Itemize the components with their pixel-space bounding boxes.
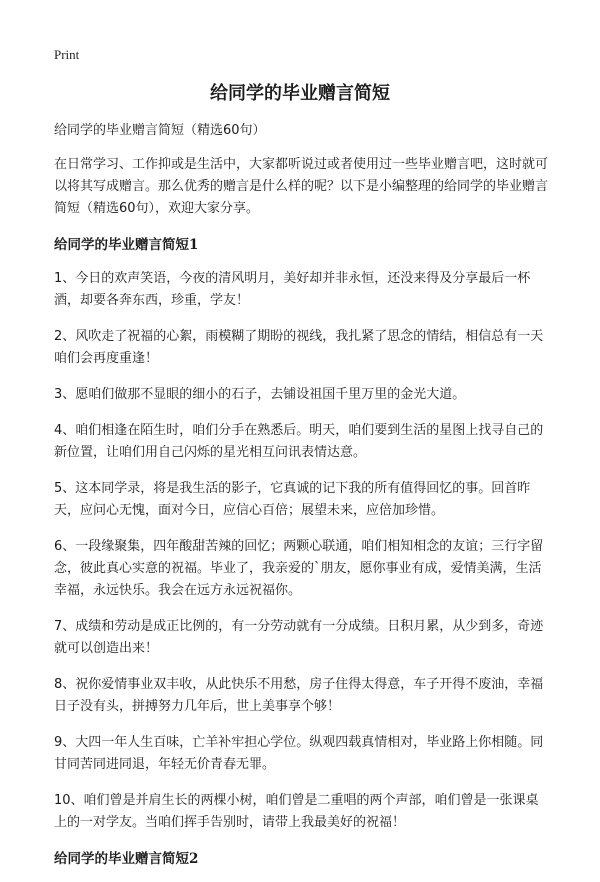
- page-title: 给同学的毕业赠言简短: [210, 83, 390, 104]
- list-item: 6、一段缘聚集，四年酸甜苦辣的回忆；两颗心联通，咱们相知相念的友谊；三行字留念，彼此真心实意的祝福。毕业了，我亲爱的`朋友，愿你事业有成，爱情美满，生活幸福，永远快乐。我会在远方永远祝福你。: [54, 539, 544, 598]
- list-item: 5、这本同学录，将是我生活的影子，它真诚的记下我的所有值得回忆的事。回首昨天，应问心无愧，面对今日，应信心百倍；展望未来，应倍加珍惜。: [54, 481, 531, 518]
- section-heading-2: 给同学的毕业赠言简短2: [54, 851, 199, 867]
- list-item: 8、祝你爱情事业双丰收，从此快乐不用愁，房子住得太得意，车子开得不废油，幸福日子没有头，拼搏努力几年后，世上美事享个够！: [54, 677, 544, 714]
- intro-paragraph: 在日常学习、工作抑或是生活中，大家都听说过或者使用过一些毕业赠言吧，这时就可以将其写成赠言。那么优秀的赠言是什么样的呢？以下是小编整理的给同学的毕业赠言简短（精选60句），欢迎大家分享。: [54, 157, 549, 216]
- article-body: [54, 120, 550, 882]
- list-item: 10、咱们曾是并肩生长的两棵小树，咱们曾是二重唱的两个声部，咱们曾是一张课桌上的一对学友。当咱们挥手告别时，请带上我最美好的祝福！: [54, 793, 539, 830]
- article-subtitle: 给同学的毕业赠言简短（精选60句）: [54, 123, 266, 138]
- section-heading-1: 给同学的毕业赠言简短1: [54, 237, 199, 253]
- print-link[interactable]: Print: [54, 47, 80, 62]
- list-item: 4、咱们相逢在陌生时，咱们分手在熟悉后。明天，咱们要到生活的星图上找寻自己的新位置，让咱们用自己闪烁的星光相互问讯表情达意。: [54, 423, 544, 460]
- list-item: 1、今日的欢声笑语，今夜的清风明月，美好却并非永恒，还没来得及分享最后一杯酒，却要各奔东西，珍重，学友！: [54, 271, 531, 308]
- list-item: 7、成绩和劳动是成正比例的，有一分劳动就有一分成绩。日积月累，从少到多，奇迹就可以创造出来！: [54, 619, 544, 656]
- list-item: 9、大四一年人生百味，亡羊补牢担心学位。纵观四载真情相对，毕业路上你相随。同甘同苦同进同退，年轻无价青春无罪。: [54, 735, 544, 772]
- list-item: 2、风吹走了祝福的心絮，雨模糊了期盼的视线，我扎紧了思念的情结，相信总有一天咱们会再度重逢！: [54, 329, 544, 366]
- list-item: 3、愿咱们做那不显眼的细小的石子，去铺设祖国千里万里的金光大道。: [54, 387, 466, 402]
